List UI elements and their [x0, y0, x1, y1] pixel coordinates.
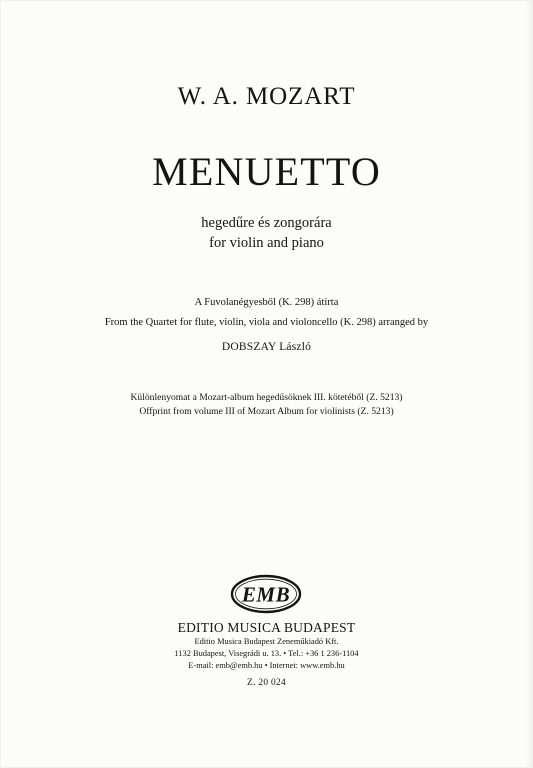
catalog-number: Z. 20 024	[247, 678, 286, 688]
publisher-contact: E-mail: emb@emb.hu • Internet: www.emb.hu	[188, 661, 345, 670]
publisher-address: 1132 Budapest, Visegrádi u. 13. • Tel.: +36 1 236-1104	[174, 649, 359, 658]
instrumentation-english: for violin and piano	[209, 235, 324, 251]
publisher-name: EDITIO MUSICA BUDAPEST	[177, 620, 356, 635]
offprint-note-hungarian: Különlenyomat a Mozart-album hegedűsöknek III. kötetéből (Z. 5213)	[130, 392, 403, 403]
emb-logo	[230, 574, 302, 614]
piece-title: MENUETTO	[152, 149, 381, 194]
composer-name: W. A. MOZART	[177, 83, 356, 110]
emb-logo-lettering: EMB	[241, 582, 291, 607]
arranger-name: DOBSZAY László	[221, 341, 312, 353]
arrangement-note-hungarian: A Fuvolanégyesből (K. 298) átírta	[194, 297, 339, 308]
offprint-note-english: Offprint from volume III of Mozart Album for violinists (Z. 5213)	[139, 406, 394, 417]
instrumentation-hungarian: hegedűre és zongorára	[201, 215, 332, 231]
arrangement-note-english: From the Quartet for flute, violin, viola and violoncello (K. 298) arranged by	[104, 317, 429, 328]
publisher-company: Editio Musica Budapest Zeneműkiadó Kft.	[194, 637, 339, 646]
